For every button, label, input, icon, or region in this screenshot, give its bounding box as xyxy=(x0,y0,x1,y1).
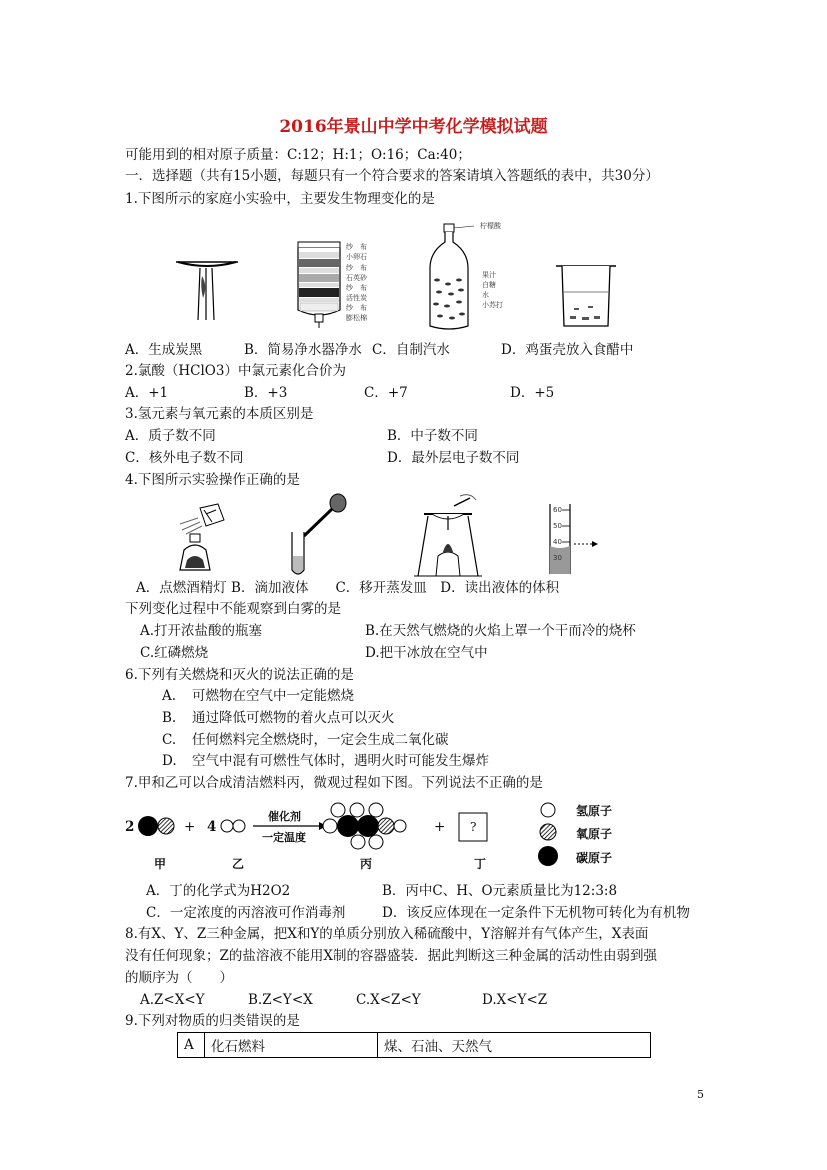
q7-stem: 7.甲和乙可以合成清洁燃料丙，微观过程如下图。下列说法不正确的是 xyxy=(125,775,543,791)
q6-option-a: 可燃物在空气中一定能燃烧 xyxy=(192,688,354,704)
q7-condition: 一定温度 xyxy=(262,831,306,844)
q7-reaction-diagram xyxy=(120,800,640,872)
q4-dropper-figure xyxy=(282,492,350,578)
q1-water-filter-figure xyxy=(294,238,344,330)
q4-cylinder-figure xyxy=(540,500,610,578)
cylinder-tick-40: 40 xyxy=(553,538,562,546)
q1-carbon-black-figure xyxy=(172,256,242,324)
q2-option-c: C．+7 xyxy=(364,385,408,401)
filter-label-7: 纱 布 xyxy=(346,304,367,312)
bottle-label-4: 小苏打 xyxy=(482,301,503,309)
q7-plus-1: + xyxy=(184,819,196,835)
q7-coef-yi: 4 xyxy=(207,819,217,835)
q3-option-b: B．中子数不同 xyxy=(387,428,478,444)
table-cell: 煤、石油、天然气 xyxy=(378,1033,651,1058)
q7-name-jia: 甲 xyxy=(154,857,167,871)
bottle-label-3: 水 xyxy=(482,291,489,299)
q8-option-c: C.X<Z<Y xyxy=(356,992,421,1008)
q7-coef-jia: 2 xyxy=(125,819,135,835)
q6-option-d: 空气中混有可燃性气体时，遇明火时可能发生爆炸 xyxy=(192,753,489,769)
page-number: 5 xyxy=(697,1088,704,1101)
q1-soda-bottle-figure xyxy=(424,222,476,334)
q6-letter-b: B. xyxy=(162,710,177,726)
q6-stem: 6.下列有关燃烧和灭火的说法正确的是 xyxy=(125,667,354,683)
table-cell: 化石燃料 xyxy=(205,1033,378,1058)
q2-option-a: A．+1 xyxy=(125,385,169,401)
q9-classification-table xyxy=(177,1032,651,1058)
q2-option-d: D．+5 xyxy=(510,385,555,401)
q7-legend-carbon: 碳原子 xyxy=(576,851,613,865)
filter-label-2: 小卵石 xyxy=(346,253,367,261)
q8-option-d: D.X<Y<Z xyxy=(482,992,548,1008)
table-row xyxy=(178,1033,651,1058)
q1-beaker-figure xyxy=(554,262,618,330)
cylinder-tick-60: 60 xyxy=(553,506,562,514)
bottle-label-top: 柠檬酸 xyxy=(480,222,501,230)
filter-label-5: 纱 布 xyxy=(346,284,367,292)
q7-unknown: ? xyxy=(470,820,477,834)
q3-option-c: C．核外电子数不同 xyxy=(125,450,244,466)
page-title: 2016年景山中学中考化学模拟试题 xyxy=(279,117,548,137)
q5-stem: 下列变化过程中不能观察到白雾的是 xyxy=(125,601,341,617)
q6-letter-d: D. xyxy=(162,753,177,769)
bottle-label-1: 果汁 xyxy=(482,271,496,279)
q7-legend-hydrogen: 氢原子 xyxy=(576,804,613,818)
q7-name-bing: 丙 xyxy=(360,857,373,871)
filter-label-3: 纱 布 xyxy=(346,264,367,272)
q8-option-a: A.Z<X<Y xyxy=(140,992,205,1008)
q4-stem: 4.下图所示实验操作正确的是 xyxy=(125,472,300,488)
q1-option-b: B．简易净水器净水 xyxy=(244,342,362,358)
q2-stem: 2.氯酸（HClO3）中氯元素化合价为 xyxy=(125,363,346,379)
cylinder-tick-50: 50 xyxy=(553,522,562,530)
q7-catalyst: 催化剂 xyxy=(268,810,301,823)
atomic-masses: 可能用到的相对原子质量：C:12；H:1；O:16；Ca:40； xyxy=(125,147,471,163)
q3-stem: 3.氢元素与氧元素的本质区别是 xyxy=(125,406,314,422)
filter-label-8: 膨松棉 xyxy=(346,314,367,322)
filter-label-4: 石英砂 xyxy=(346,274,367,282)
q6-letter-a: A. xyxy=(162,688,177,704)
q5-option-a: A.打开浓盐酸的瓶塞 xyxy=(140,623,263,639)
q5-option-d: D.把干冰放在空气中 xyxy=(365,645,488,661)
q7-legend-oxygen: 氧原子 xyxy=(576,827,613,841)
q1-stem: 1.下图所示的家庭小实验中，主要发生物理变化的是 xyxy=(125,191,435,207)
q5-option-c: C.红磷燃烧 xyxy=(140,645,209,661)
q7-option-d: D．该反应体现在一定条件下无机物可转化为有机物 xyxy=(382,905,690,921)
q1-option-c: C．自制汽水 xyxy=(372,342,450,358)
q4-evaporating-figure xyxy=(410,490,486,580)
q7-option-a: A．丁的化学式为H2O2 xyxy=(146,883,291,899)
q1-option-a: A．生成炭黑 xyxy=(125,342,203,358)
q4-lamp-figure xyxy=(160,500,232,574)
q7-option-c: C．一定浓度的丙溶液可作消毒剂 xyxy=(146,905,346,921)
q8-line-3: 的顺序为（ ） xyxy=(125,970,233,986)
q7-option-b: B．丙中C、H、O元素质量比为12:3:8 xyxy=(382,883,618,899)
q6-letter-c: C. xyxy=(162,732,177,748)
q6-option-c: 任何燃料完全燃烧时，一定会生成二氧化碳 xyxy=(192,732,449,748)
q7-name-ding: 丁 xyxy=(474,857,487,871)
q1-option-d: D．鸡蛋壳放入食醋中 xyxy=(501,342,634,358)
table-cell: A xyxy=(178,1033,205,1058)
section-heading: 一．选择题（共有15小题，每题只有一个符合要求的答案请填入答题纸的表中，共30分） xyxy=(125,168,659,184)
q3-option-d: D．最外层电子数不同 xyxy=(387,450,520,466)
q7-plus-2: + xyxy=(434,819,446,835)
filter-label-6: 活性炭 xyxy=(346,294,367,302)
q8-line-1: 8.有X、Y、Z三种金属，把X和Y的单质分别放入稀硫酸中，Y溶解并有气体产生，X表面 xyxy=(125,926,649,942)
filter-label-1: 纱 布 xyxy=(346,243,367,251)
q4-options: A．点燃酒精灯 B．滴加液体 C．移开蒸发皿 D．读出液体的体积 xyxy=(136,580,560,596)
q7-name-yi: 乙 xyxy=(232,857,245,871)
q5-option-b: B.在天然气燃烧的火焰上罩一个干而冷的烧杯 xyxy=(365,623,636,639)
q2-option-b: B．+3 xyxy=(244,385,288,401)
q6-option-b: 通过降低可燃物的着火点可以灭火 xyxy=(192,710,395,726)
q9-stem: 9.下列对物质的归类错误的是 xyxy=(125,1013,300,1029)
q3-option-a: A．质子数不同 xyxy=(125,428,216,444)
bottle-label-2: 白糖 xyxy=(482,281,496,289)
q8-option-b: B.Z<Y<X xyxy=(248,992,313,1008)
cylinder-tick-30: 30 xyxy=(553,554,562,562)
q8-line-2: 没有任何现象；Z的盐溶液不能用X制的容器盛装．据此判断这三种金属的活动性由弱到强 xyxy=(125,948,657,964)
